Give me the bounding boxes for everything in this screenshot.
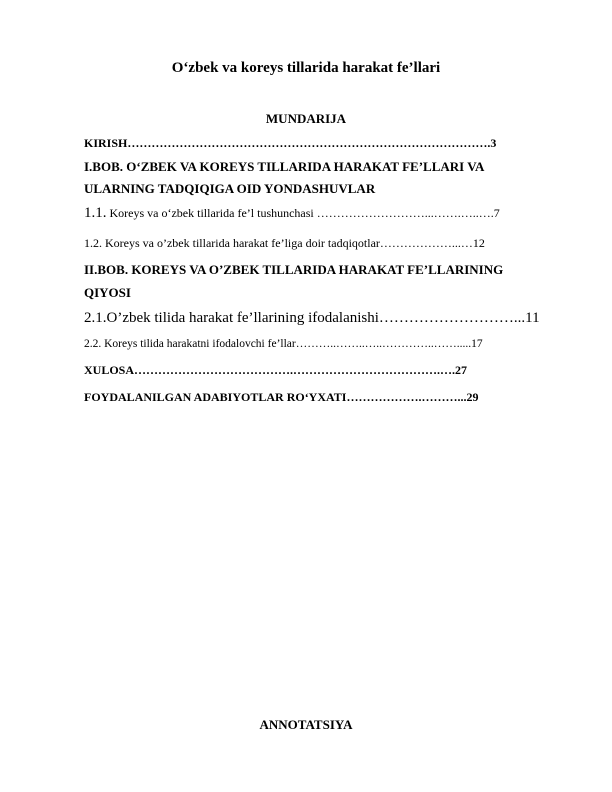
toc-heading: MUNDARIJA	[265, 111, 347, 126]
toc-entry-2-2: 2.2. Koreys tilida harakatni ifodalovchi fe’llar………..……..…..…………..…….....17	[84, 338, 483, 350]
toc-entry-kirish: KIRISH……………………………………………………………………………….3	[84, 136, 497, 150]
toc-entry-chapter-2: II.BOB. KOREYS VA O’ZBEK TILLARIDA HARAKAT FE’LLARINING	[84, 262, 504, 277]
toc-entry-chapter-1: I.BOB. O‘ZBEK VA KOREYS TILLARIDA HARAKAT FE’LLARI VA	[84, 159, 485, 174]
toc-entry-1-1	[84, 205, 570, 222]
toc-entry-1-2: 1.2. Koreys va o’zbek tillarida harakat fe’liga doir tadqiqotlar………………...…12	[84, 236, 485, 250]
toc-entry-2-1: 2.1.O’zbek tilida harakat fe’llarining ifodalanishi………………………...11	[84, 310, 540, 326]
toc-entry-chapter-2-cont: QIYOSI	[84, 285, 131, 300]
toc-entry-chapter-1-cont: ULARNING TADQIQIGA OID YONDASHUVLAR	[84, 181, 376, 196]
toc-entry-1-1-text: Koreys va o‘zbek tillarida fe’l tushunchasi ………………………...…….…..….7	[106, 206, 500, 220]
toc-entry-xulosa: XULOSA………………………………….……………………………….….27	[84, 363, 468, 377]
toc-entry-adabiyotlar: FOYDALANILGAN ADABIYOTLAR RO‘YXATI……………….………...29	[84, 390, 479, 404]
document-title: O‘zbek va koreys tillarida harakat fe’llari	[171, 60, 441, 76]
toc-entry-1-1-number: 1.1.	[84, 205, 107, 221]
annotation-heading: ANNOTATSIYA	[259, 717, 353, 732]
